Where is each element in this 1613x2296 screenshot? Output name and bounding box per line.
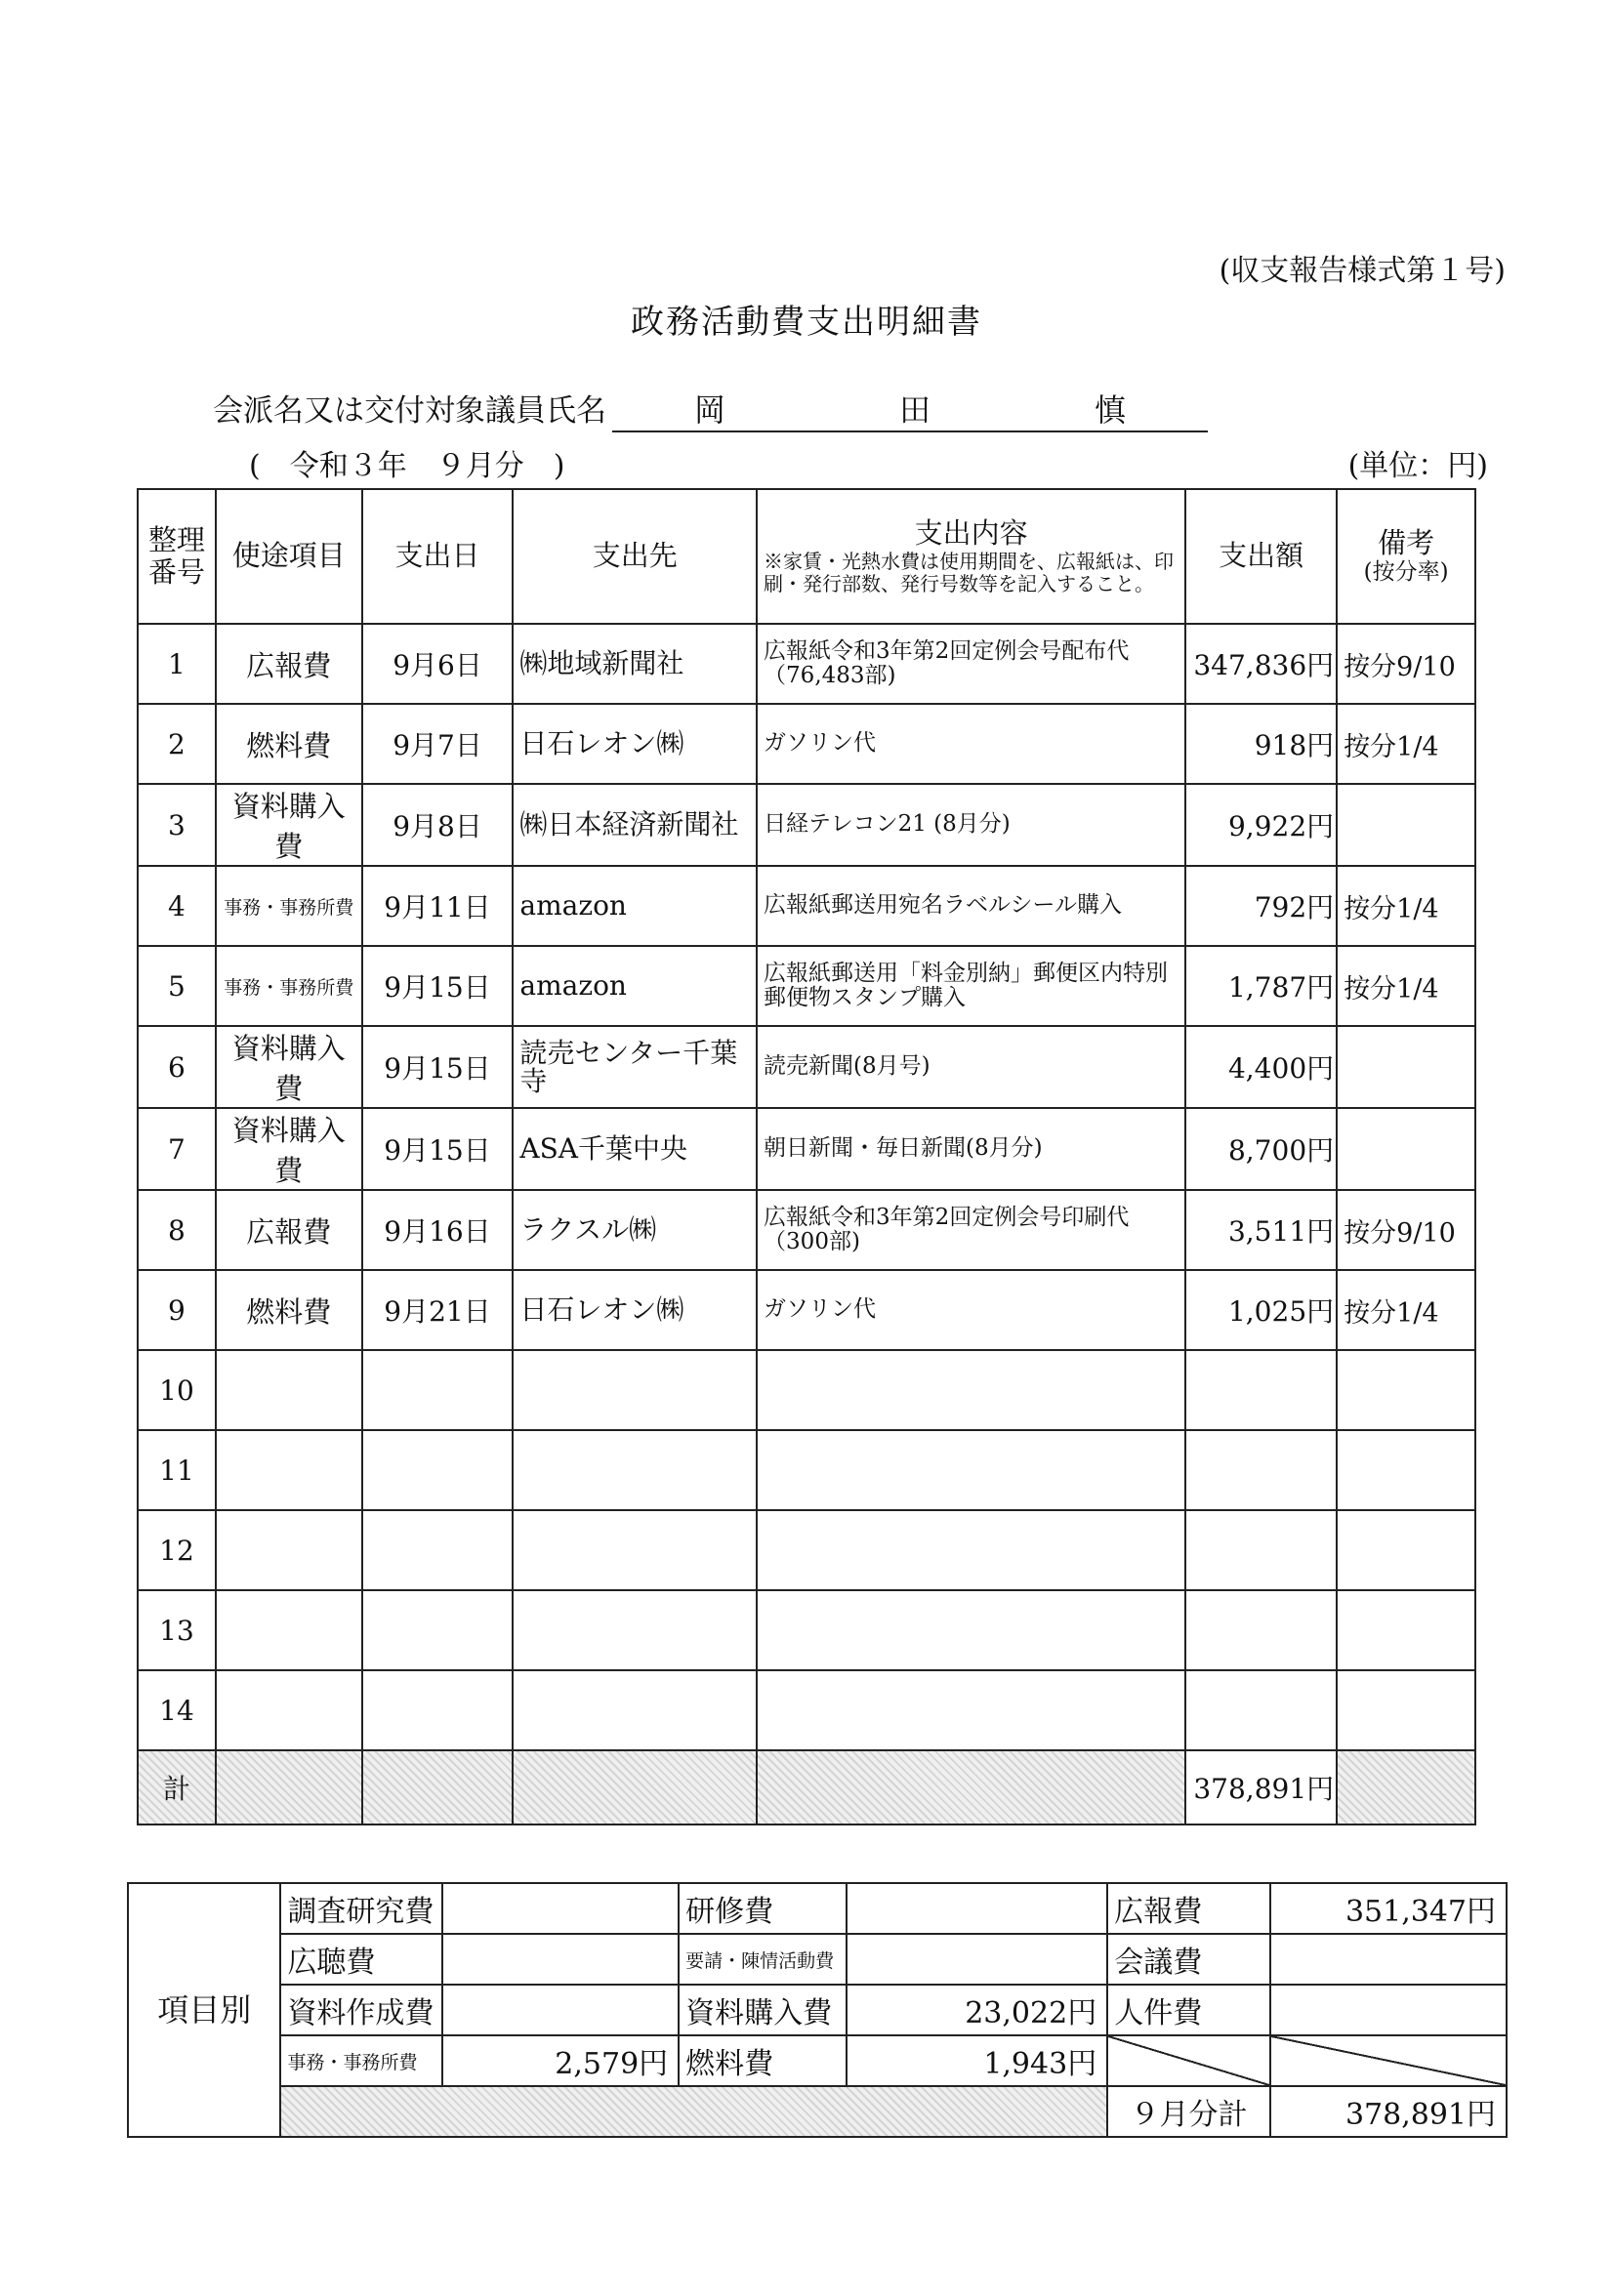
row-amount: 347,836円 xyxy=(1185,624,1337,704)
row-content: 読売新聞(8月号) xyxy=(757,1026,1185,1108)
row-no: 7 xyxy=(138,1108,216,1190)
summary-label: 研修費 xyxy=(679,1883,847,1934)
summary-label: 人件費 xyxy=(1107,1985,1270,2035)
row-date: 9月7日 xyxy=(362,704,514,784)
row-content: 日経テレコン21 (8月分) xyxy=(757,784,1185,866)
table-row xyxy=(138,784,1475,866)
summary-row xyxy=(128,1985,1507,2035)
row-amount: 8,700円 xyxy=(1185,1108,1337,1190)
header-category: 使途項目 xyxy=(216,489,362,624)
summary-value xyxy=(1270,1934,1507,1985)
row-category xyxy=(216,1670,362,1750)
row-note xyxy=(1337,1026,1475,1108)
document-title: 政務活動費支出明細書 xyxy=(631,303,982,342)
row-date xyxy=(362,1430,514,1510)
table-row xyxy=(138,1108,1475,1190)
row-content xyxy=(757,1350,1185,1430)
total-label: 計 xyxy=(138,1750,216,1824)
summary-label: 資料作成費 xyxy=(280,1985,442,2035)
table-row xyxy=(138,1510,1475,1590)
row-amount: 792円 xyxy=(1185,866,1337,946)
summary-value xyxy=(442,1985,679,2035)
row-note: 按分1/4 xyxy=(1337,704,1475,784)
unit-label: (単位：円) xyxy=(1347,449,1488,483)
row-no: 8 xyxy=(138,1190,216,1270)
summary-value xyxy=(442,1934,679,1985)
header-remarks xyxy=(1337,489,1475,624)
row-category: 事務・事務所費 xyxy=(216,946,362,1026)
row-date: 9月15日 xyxy=(362,946,514,1026)
row-category: 燃料費 xyxy=(216,704,362,784)
row-category: 広報費 xyxy=(216,624,362,704)
header-remarks-title: 備考 xyxy=(1378,526,1435,560)
row-date: 9月15日 xyxy=(362,1026,514,1108)
header-content-title: 支出内容 xyxy=(914,516,1028,551)
row-date: 9月11日 xyxy=(362,866,514,946)
row-note xyxy=(1337,1510,1475,1590)
row-note: 按分1/4 xyxy=(1337,866,1475,946)
member-label: 会派名又は交付対象議員氏名 xyxy=(213,393,606,429)
row-amount: 1,787円 xyxy=(1185,946,1337,1026)
total-blank xyxy=(216,1750,362,1824)
table-row xyxy=(138,1430,1475,1510)
row-category xyxy=(216,1350,362,1430)
row-note: 按分9/10 xyxy=(1337,624,1475,704)
row-date: 9月8日 xyxy=(362,784,514,866)
table-row xyxy=(138,1270,1475,1350)
row-note xyxy=(1337,1590,1475,1670)
total-amount: 378,891円 xyxy=(1185,1750,1337,1824)
row-date: 9月16日 xyxy=(362,1190,514,1270)
expense-detail-table xyxy=(137,488,1476,1825)
header-remarks-sub: (按分率) xyxy=(1363,559,1449,586)
summary-diagonal-cell xyxy=(1270,2035,1507,2086)
row-amount: 3,511円 xyxy=(1185,1190,1337,1270)
summary-value: 2,579円 xyxy=(442,2035,679,2086)
row-note xyxy=(1337,1108,1475,1190)
total-blank xyxy=(362,1750,514,1824)
row-date xyxy=(362,1350,514,1430)
row-date xyxy=(362,1670,514,1750)
row-payee: amazon xyxy=(513,946,757,1026)
summary-label: 広聴費 xyxy=(280,1934,442,1985)
row-no: 11 xyxy=(138,1430,216,1510)
row-amount: 4,400円 xyxy=(1185,1026,1337,1108)
table-row xyxy=(138,1190,1475,1270)
header-payee: 支出先 xyxy=(513,489,757,624)
row-content: 広報紙郵送用「料金別納」郵便区内特別郵便物スタンプ購入 xyxy=(757,946,1185,1026)
row-amount: 1,025円 xyxy=(1185,1270,1337,1350)
row-category: 燃料費 xyxy=(216,1270,362,1350)
summary-row xyxy=(128,1883,1507,1934)
month-total-label: ９月分計 xyxy=(1107,2086,1270,2137)
member-line xyxy=(213,386,1208,432)
row-note: 按分9/10 xyxy=(1337,1190,1475,1270)
table-row xyxy=(138,704,1475,784)
row-date: 9月15日 xyxy=(362,1108,514,1190)
row-content: ガソリン代 xyxy=(757,704,1185,784)
row-date: 9月6日 xyxy=(362,624,514,704)
row-category: 事務・事務所費 xyxy=(216,866,362,946)
row-date xyxy=(362,1510,514,1590)
summary-value: 23,022円 xyxy=(847,1985,1107,2035)
row-category: 広報費 xyxy=(216,1190,362,1270)
row-category xyxy=(216,1590,362,1670)
member-name-3: 慎 xyxy=(1094,391,1126,429)
row-no: 10 xyxy=(138,1350,216,1430)
row-note xyxy=(1337,784,1475,866)
row-amount xyxy=(1185,1350,1337,1430)
table-row xyxy=(138,866,1475,946)
summary-label: 事務・事務所費 xyxy=(280,2035,442,2086)
row-payee: 日石レオン㈱ xyxy=(513,1270,757,1350)
table-row xyxy=(138,1350,1475,1430)
row-content xyxy=(757,1590,1185,1670)
row-no: 4 xyxy=(138,866,216,946)
summary-row-header xyxy=(128,1883,280,2137)
row-category: 資料購入費 xyxy=(216,784,362,866)
row-note xyxy=(1337,1350,1475,1430)
row-payee: ラクスル㈱ xyxy=(513,1190,757,1270)
row-content xyxy=(757,1670,1185,1750)
row-date: 9月21日 xyxy=(362,1270,514,1350)
summary-diagonal-cell xyxy=(1107,2035,1270,2086)
summary-value xyxy=(847,1883,1107,1934)
row-payee: 読売センター千葉寺 xyxy=(513,1026,757,1108)
table-row xyxy=(138,1670,1475,1750)
header-no: 整理番号 xyxy=(138,489,216,624)
header-amount: 支出額 xyxy=(1185,489,1337,624)
row-payee: ASA千葉中央 xyxy=(513,1108,757,1190)
row-note: 按分1/4 xyxy=(1337,1270,1475,1350)
summary-row xyxy=(128,2035,1507,2086)
row-content xyxy=(757,1430,1185,1510)
row-content: 朝日新聞・毎日新聞(8月分) xyxy=(757,1108,1185,1190)
row-amount xyxy=(1185,1510,1337,1590)
header-content xyxy=(757,489,1185,624)
member-name-2: 田 xyxy=(898,391,931,429)
row-content: ガソリン代 xyxy=(757,1270,1185,1350)
row-amount xyxy=(1185,1670,1337,1750)
summary-row-header-text: 項目別 xyxy=(157,1990,252,2029)
summary-value xyxy=(1270,1985,1507,2035)
summary-shaded-area xyxy=(280,2086,1107,2137)
row-note xyxy=(1337,1670,1475,1750)
period: ( 令和３年 ９月分 ) xyxy=(249,449,565,483)
row-payee xyxy=(513,1430,757,1510)
header-content-note: ※家賃・光熱水費は使用期間を、広報紙は、印刷・発行部数、発行号数等を記入すること。 xyxy=(764,549,1175,595)
row-payee xyxy=(513,1350,757,1430)
summary-label: 会議費 xyxy=(1107,1934,1270,1985)
total-row xyxy=(138,1750,1475,1824)
row-no: 6 xyxy=(138,1026,216,1108)
summary-label: 調査研究費 xyxy=(280,1883,442,1934)
row-content: 広報紙郵送用宛名ラベルシール購入 xyxy=(757,866,1185,946)
row-payee: amazon xyxy=(513,866,757,946)
row-date xyxy=(362,1590,514,1670)
summary-label: 資料購入費 xyxy=(679,1985,847,2035)
table-row xyxy=(138,946,1475,1026)
summary-value: 1,943円 xyxy=(847,2035,1107,2086)
row-category xyxy=(216,1430,362,1510)
row-content: 広報紙令和3年第2回定例会号配布代（76,483部) xyxy=(757,624,1185,704)
summary-value: 351,347円 xyxy=(1270,1883,1507,1934)
row-payee: ㈱日本経済新聞社 xyxy=(513,784,757,866)
row-no: 13 xyxy=(138,1590,216,1670)
row-content: 広報紙令和3年第2回定例会号印刷代（300部) xyxy=(757,1190,1185,1270)
row-no: 9 xyxy=(138,1270,216,1350)
row-note xyxy=(1337,1430,1475,1510)
row-content xyxy=(757,1510,1185,1590)
table-header-row xyxy=(138,489,1475,624)
row-no: 5 xyxy=(138,946,216,1026)
table-row xyxy=(138,1590,1475,1670)
row-category: 資料購入費 xyxy=(216,1026,362,1108)
category-summary-table xyxy=(127,1882,1508,2138)
row-payee xyxy=(513,1670,757,1750)
summary-label: 要請・陳情活動費 xyxy=(679,1934,847,1985)
row-note: 按分1/4 xyxy=(1337,946,1475,1026)
row-category xyxy=(216,1510,362,1590)
row-payee xyxy=(513,1510,757,1590)
row-no: 1 xyxy=(138,624,216,704)
member-name xyxy=(612,386,1208,432)
row-amount xyxy=(1185,1430,1337,1510)
total-blank xyxy=(757,1750,1185,1824)
row-no: 3 xyxy=(138,784,216,866)
member-name-1: 岡 xyxy=(693,391,725,429)
row-payee: 日石レオン㈱ xyxy=(513,704,757,784)
row-amount: 918円 xyxy=(1185,704,1337,784)
summary-row xyxy=(128,1934,1507,1985)
row-amount xyxy=(1185,1590,1337,1670)
row-category: 資料購入費 xyxy=(216,1108,362,1190)
form-number: (収支報告様式第１号) xyxy=(1219,254,1506,288)
row-payee: ㈱地域新聞社 xyxy=(513,624,757,704)
row-payee xyxy=(513,1590,757,1670)
row-amount: 9,922円 xyxy=(1185,784,1337,866)
total-blank xyxy=(1337,1750,1475,1824)
row-no: 14 xyxy=(138,1670,216,1750)
summary-total-row xyxy=(128,2086,1507,2137)
row-no: 2 xyxy=(138,704,216,784)
row-no: 12 xyxy=(138,1510,216,1590)
header-date: 支出日 xyxy=(362,489,514,624)
table-row xyxy=(138,1026,1475,1108)
month-total-value: 378,891円 xyxy=(1270,2086,1507,2137)
summary-label: 広報費 xyxy=(1107,1883,1270,1934)
total-blank xyxy=(513,1750,757,1824)
table-row xyxy=(138,624,1475,704)
summary-value xyxy=(847,1934,1107,1985)
summary-value xyxy=(442,1883,679,1934)
summary-label: 燃料費 xyxy=(679,2035,847,2086)
